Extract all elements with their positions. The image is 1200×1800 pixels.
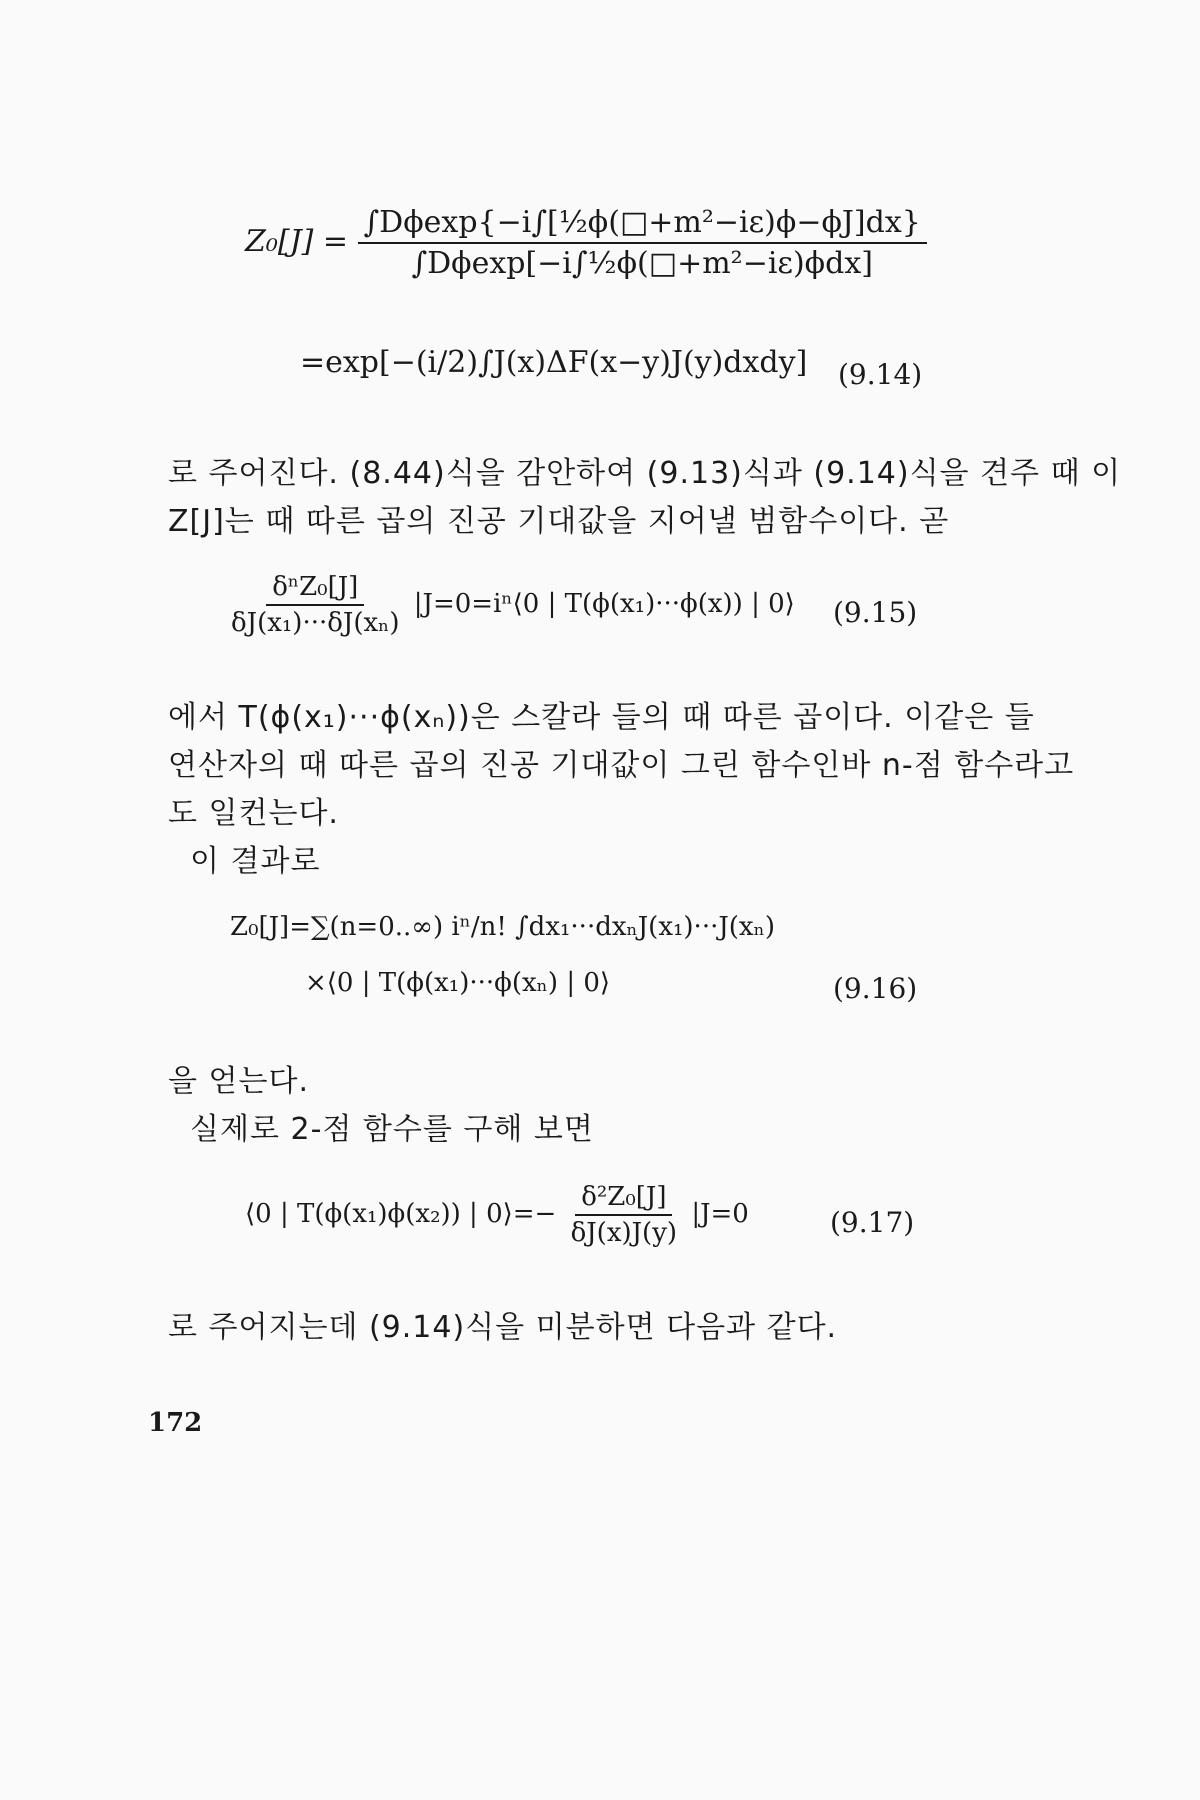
paragraph-1-line-1: 로 주어진다. (8.44)식을 감안하여 (9.13)식과 (9.14)식을 견주 때 이 bbox=[168, 456, 1122, 491]
paragraph-2-line-3: 도 일컨는다. bbox=[168, 796, 339, 831]
equation-number-9-17: (9.17) bbox=[830, 1206, 915, 1239]
eq917-rhs: |J=0 bbox=[691, 1199, 749, 1229]
eq915-denominator: δJ(x₁)···δJ(xₙ) bbox=[231, 608, 400, 638]
eq917-fraction bbox=[565, 1182, 683, 1248]
eq915-rhs: |J=0=iⁿ⟨0 | T(ϕ(x₁)···ϕ(x)) | 0⟩ bbox=[413, 589, 795, 619]
paragraph-4-line-1: 로 주어지는데 (9.14)식을 미분하면 다음과 같다. bbox=[168, 1310, 838, 1345]
paragraph-3-line-1: 을 얻는다. bbox=[168, 1064, 309, 1099]
eq914-denominator: ∫Dϕexp[−i∫½ϕ(□+m²−iε)ϕdx] bbox=[411, 246, 873, 281]
eq914-numerator: ∫Dϕexp{−i∫[½ϕ(□+m²−iε)ϕ−ϕJ]dx} bbox=[358, 205, 927, 244]
paragraph-1-line-2: Z[J]는 때 따른 곱의 진공 기대값을 지어낼 범함수이다. 곧 bbox=[168, 504, 950, 539]
eq917-lhs: ⟨0 | T(ϕ(x₁)ϕ(x₂)) | 0⟩=− bbox=[245, 1199, 557, 1229]
paragraph-3-line-2: 실제로 2-점 함수를 구해 보면 bbox=[190, 1112, 594, 1147]
eq917-numerator: δ²Z₀[J] bbox=[575, 1182, 672, 1216]
page-number: 172 bbox=[148, 1408, 203, 1438]
eq917-denominator: δJ(x)J(y) bbox=[570, 1218, 678, 1248]
equation-9-15 bbox=[225, 572, 795, 638]
equation-9-16-line1: Z₀[J]=∑(n=0..∞) iⁿ/n! ∫dx₁···dxₙJ(x₁)···J(xₙ) bbox=[230, 912, 775, 942]
equation-number-9-14: (9.14) bbox=[838, 358, 923, 391]
equation-number-9-16: (9.16) bbox=[833, 972, 918, 1005]
eq914-lhs: Z₀[J] bbox=[245, 224, 314, 259]
eq915-fraction bbox=[225, 572, 406, 638]
equation-9-14-line2: =exp[−(i/2)∫J(x)ΔF(x−y)J(y)dxdy] bbox=[300, 345, 808, 380]
equation-9-17 bbox=[245, 1182, 749, 1248]
eq915-numerator: δⁿZ₀[J] bbox=[266, 572, 364, 606]
eq914-fraction bbox=[358, 205, 927, 281]
equation-9-14: Z₀[J] = $\frac{\text{∫Dϕexp\{−i∫[½ϕ(□+m²−iε)ϕ−ϕJ]dx\}}}{\text{∫Dϕexp[−i∫½ϕ(□+m²−iε)ϕdx]}}$ bbox=[245, 205, 945, 281]
equation-9-16-line2: ×⟨0 | T(ϕ(x₁)···ϕ(xₙ) | 0⟩ bbox=[305, 968, 611, 998]
equation-number-9-15: (9.15) bbox=[833, 596, 918, 629]
paragraph-2-line-1: 에서 T(ϕ(x₁)···ϕ(xₙ))은 스칼라 들의 때 따른 곱이다. 이같은 들 bbox=[168, 700, 1035, 735]
paragraph-2-line-4: 이 결과로 bbox=[190, 844, 321, 879]
paragraph-2-line-2: 연산자의 때 따른 곱의 진공 기대값이 그린 함수인바 n-점 함수라고 bbox=[168, 748, 1075, 783]
